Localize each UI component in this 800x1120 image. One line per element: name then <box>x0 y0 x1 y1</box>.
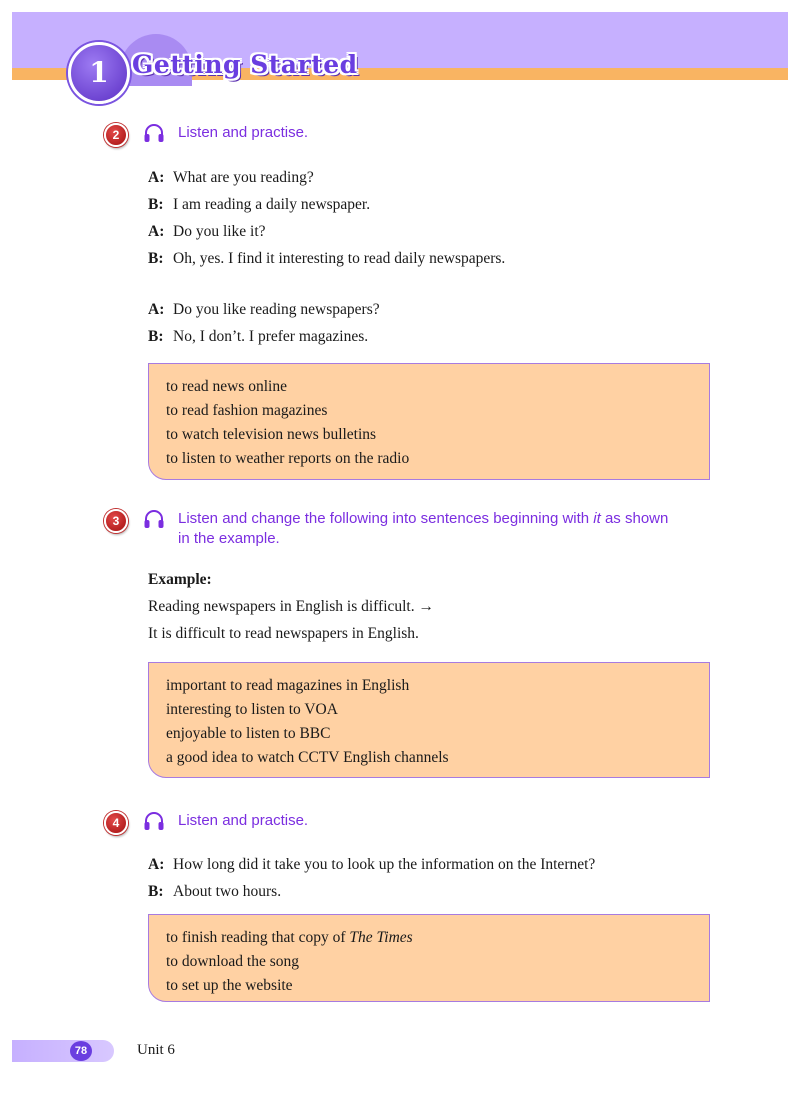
dialog-line: A: How long did it take you to look up the information on the Internet? <box>148 856 596 873</box>
section-4-substitution-box <box>148 914 710 1002</box>
footer-bar <box>12 1040 114 1062</box>
headphones-icon[interactable] <box>143 811 165 831</box>
list-item: to read fashion magazines <box>166 402 328 419</box>
unit-number-badge: 1 <box>68 42 130 104</box>
section-2-dialog-2 <box>148 296 380 350</box>
unit-label: Unit 6 <box>137 1042 175 1058</box>
example-line-2: It is difficult to read newspapers in English. <box>148 625 419 642</box>
section-2-dialog-1 <box>148 164 505 272</box>
section-3-instruction-line-2: in the example. <box>178 530 280 547</box>
dialog-line: B: Oh, yes. I find it interesting to read daily newspapers. <box>148 250 506 267</box>
list-item: to listen to weather reports on the radio <box>166 450 410 467</box>
section-4-dialog <box>148 851 595 905</box>
headphones-icon[interactable] <box>143 509 165 529</box>
section-3-substitution-box <box>148 662 710 778</box>
list-item: to watch television news bulletins <box>166 426 377 443</box>
list-item: to download the song <box>166 953 300 970</box>
list-item: a good idea to watch CCTV English channels <box>166 749 449 766</box>
page-title: Getting Started <box>132 50 358 79</box>
dialog-line: A: What are you reading? <box>148 169 314 186</box>
example-label: Example: <box>148 571 212 588</box>
list-item: to read news online <box>166 378 287 395</box>
section-3-instruction: Listen and change the following into sentences beginning with it as shown <box>178 510 669 527</box>
dialog-line: A: Do you like reading newspapers? <box>148 301 380 318</box>
example-line-1: Reading newspapers in English is difficult. → <box>148 598 434 615</box>
section-number-3: 3 <box>104 509 128 533</box>
list-item: enjoyable to listen to BBC <box>166 725 331 742</box>
dialog-line: A: Do you like it? <box>148 223 266 240</box>
section-number-4: 4 <box>104 811 128 835</box>
list-item: interesting to listen to VOA <box>166 701 338 718</box>
section-4-instruction: Listen and practise. <box>178 812 309 829</box>
dialog-line: B: About two hours. <box>148 883 282 900</box>
list-item: to finish reading that copy of The Times <box>166 929 413 946</box>
dialog-line: B: I am reading a daily newspaper. <box>148 196 371 213</box>
page-number: 78 <box>70 1041 92 1061</box>
section-2-substitution-box <box>148 363 710 480</box>
list-item: important to read magazines in English <box>166 677 410 694</box>
list-item: to set up the website <box>166 977 293 994</box>
headphones-icon[interactable] <box>143 123 165 143</box>
section-number-2: 2 <box>104 123 128 147</box>
section-2-instruction: Listen and practise. <box>178 124 309 141</box>
dialog-line: B: No, I don’t. I prefer magazines. <box>148 328 369 345</box>
arrow-icon: → <box>418 598 434 615</box>
